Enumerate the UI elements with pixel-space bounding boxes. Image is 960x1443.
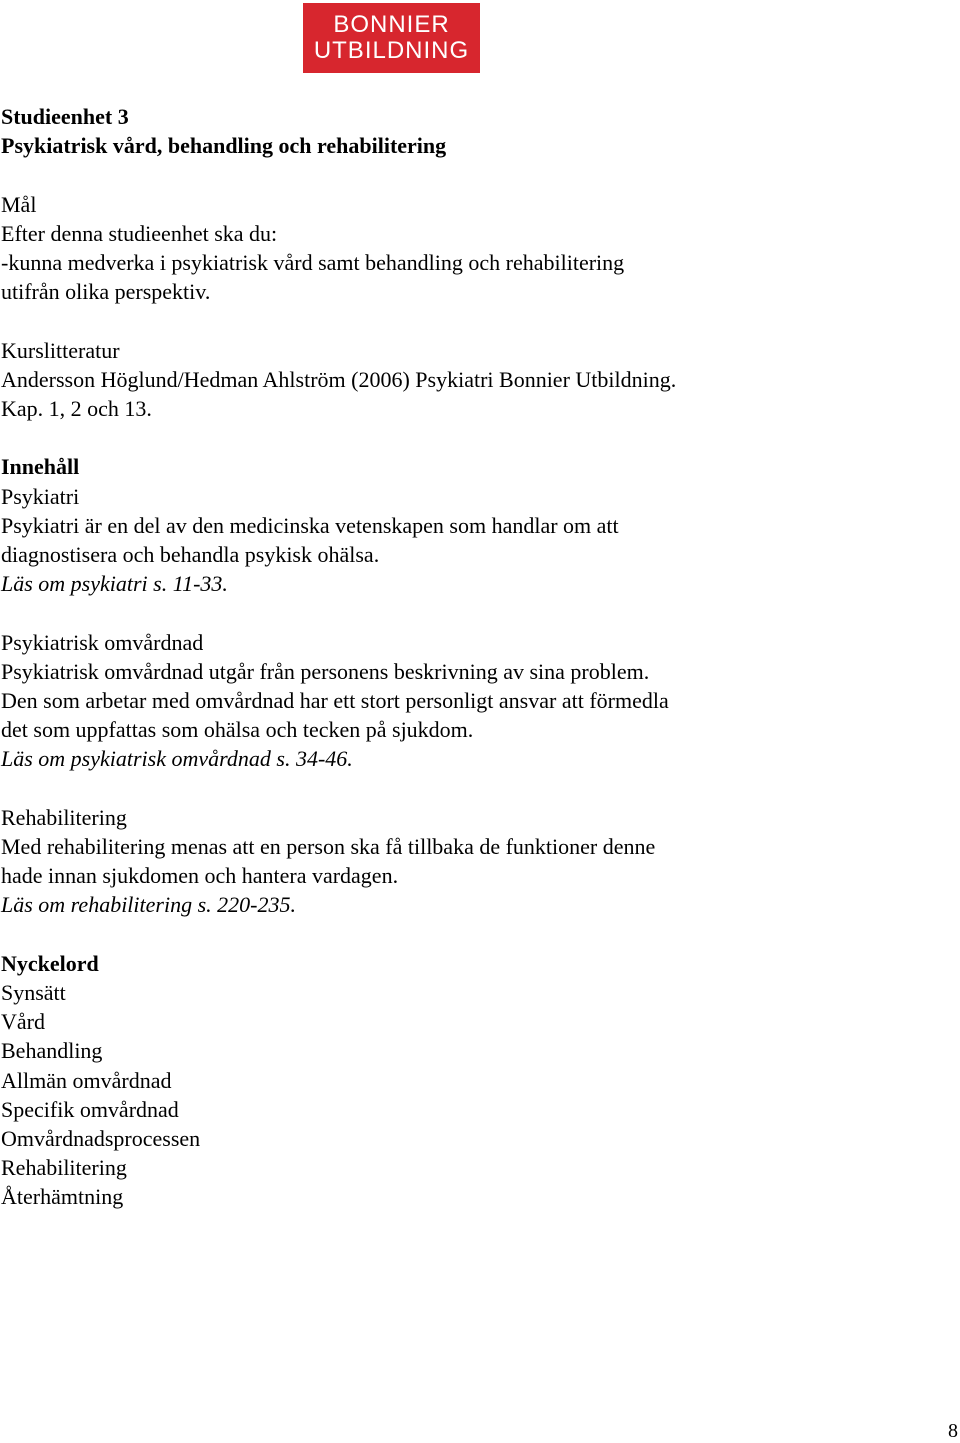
keyword-item: Omvårdnadsprocessen: [1, 1126, 201, 1152]
content-heading: Innehåll: [1, 454, 80, 480]
keyword-item: Behandling: [1, 1038, 103, 1064]
rehab-text-line-1: Med rehabilitering menas att en person ska få tillbaka de funktioner denne: [1, 834, 656, 859]
page-number: 8: [948, 1420, 958, 1442]
logo-line-1: BONNIER: [333, 11, 450, 38]
omvardnad-text-line-2: Den som arbetar med omvårdnad har ett stort personligt ansvar att förmedla: [1, 688, 669, 713]
study-unit-label: Studieenhet 3: [1, 104, 129, 129]
psykiatri-text-line-2: diagnostisera och behandla psykisk ohälsa.: [1, 542, 380, 567]
page-title: Psykiatrisk vård, behandling och rehabilitering: [1, 133, 447, 159]
keyword-item: Specifik omvårdnad: [1, 1096, 179, 1122]
keyword-item: Allmän omvårdnad: [1, 1067, 172, 1093]
omvardnad-title: Psykiatrisk omvårdnad: [1, 629, 204, 655]
keyword-item: Rehabilitering: [1, 1155, 127, 1181]
omvardnad-text-line-1: Psykiatrisk omvårdnad utgår från personens beskrivning av sina problem.: [1, 658, 650, 684]
bonnier-utbildning-logo: [303, 3, 480, 73]
goal-text-line-2: utifrån olika perspektiv.: [1, 279, 211, 305]
omvardnad-text-line-3: det som uppfattas som ohälsa och tecken på sjukdom.: [1, 717, 474, 743]
logo-line-2: UTBILDNING: [313, 37, 470, 64]
omvardnad-reading: Läs om psykiatrisk omvårdnad s. 34-46.: [1, 746, 353, 772]
keyword-item: Återhämtning: [1, 1184, 124, 1210]
goal-text-line-1: -kunna medverka i psykiatrisk vård samt behandling och rehabilitering: [1, 250, 625, 275]
psykiatri-text-line-1: Psykiatri är en del av den medicinska vetenskapen som handlar om att: [1, 512, 619, 538]
psykiatri-reading: Läs om psykiatri s. 11-33.: [1, 571, 228, 597]
rehab-title: Rehabilitering: [1, 804, 127, 830]
psykiatri-title: Psykiatri: [1, 483, 80, 509]
keywords-heading: Nyckelord: [1, 950, 99, 976]
keyword-item: Vård: [1, 1009, 45, 1035]
literature-line-2: Kap. 1, 2 och 13.: [1, 396, 152, 421]
goal-intro: Efter denna studieenhet ska du:: [1, 220, 278, 246]
rehab-reading: Läs om rehabilitering s. 220-235.: [1, 892, 296, 918]
rehab-text-line-2: hade innan sjukdomen och hantera vardagen.: [1, 863, 399, 889]
goal-heading: Mål: [1, 191, 37, 217]
keyword-item: Synsätt: [1, 980, 66, 1005]
literature-heading: Kurslitteratur: [1, 337, 120, 363]
literature-line-1: Andersson Höglund/Hedman Ahlström (2006) Psykiatri Bonnier Utbildning.: [1, 366, 677, 392]
document-body: [1, 102, 951, 1212]
